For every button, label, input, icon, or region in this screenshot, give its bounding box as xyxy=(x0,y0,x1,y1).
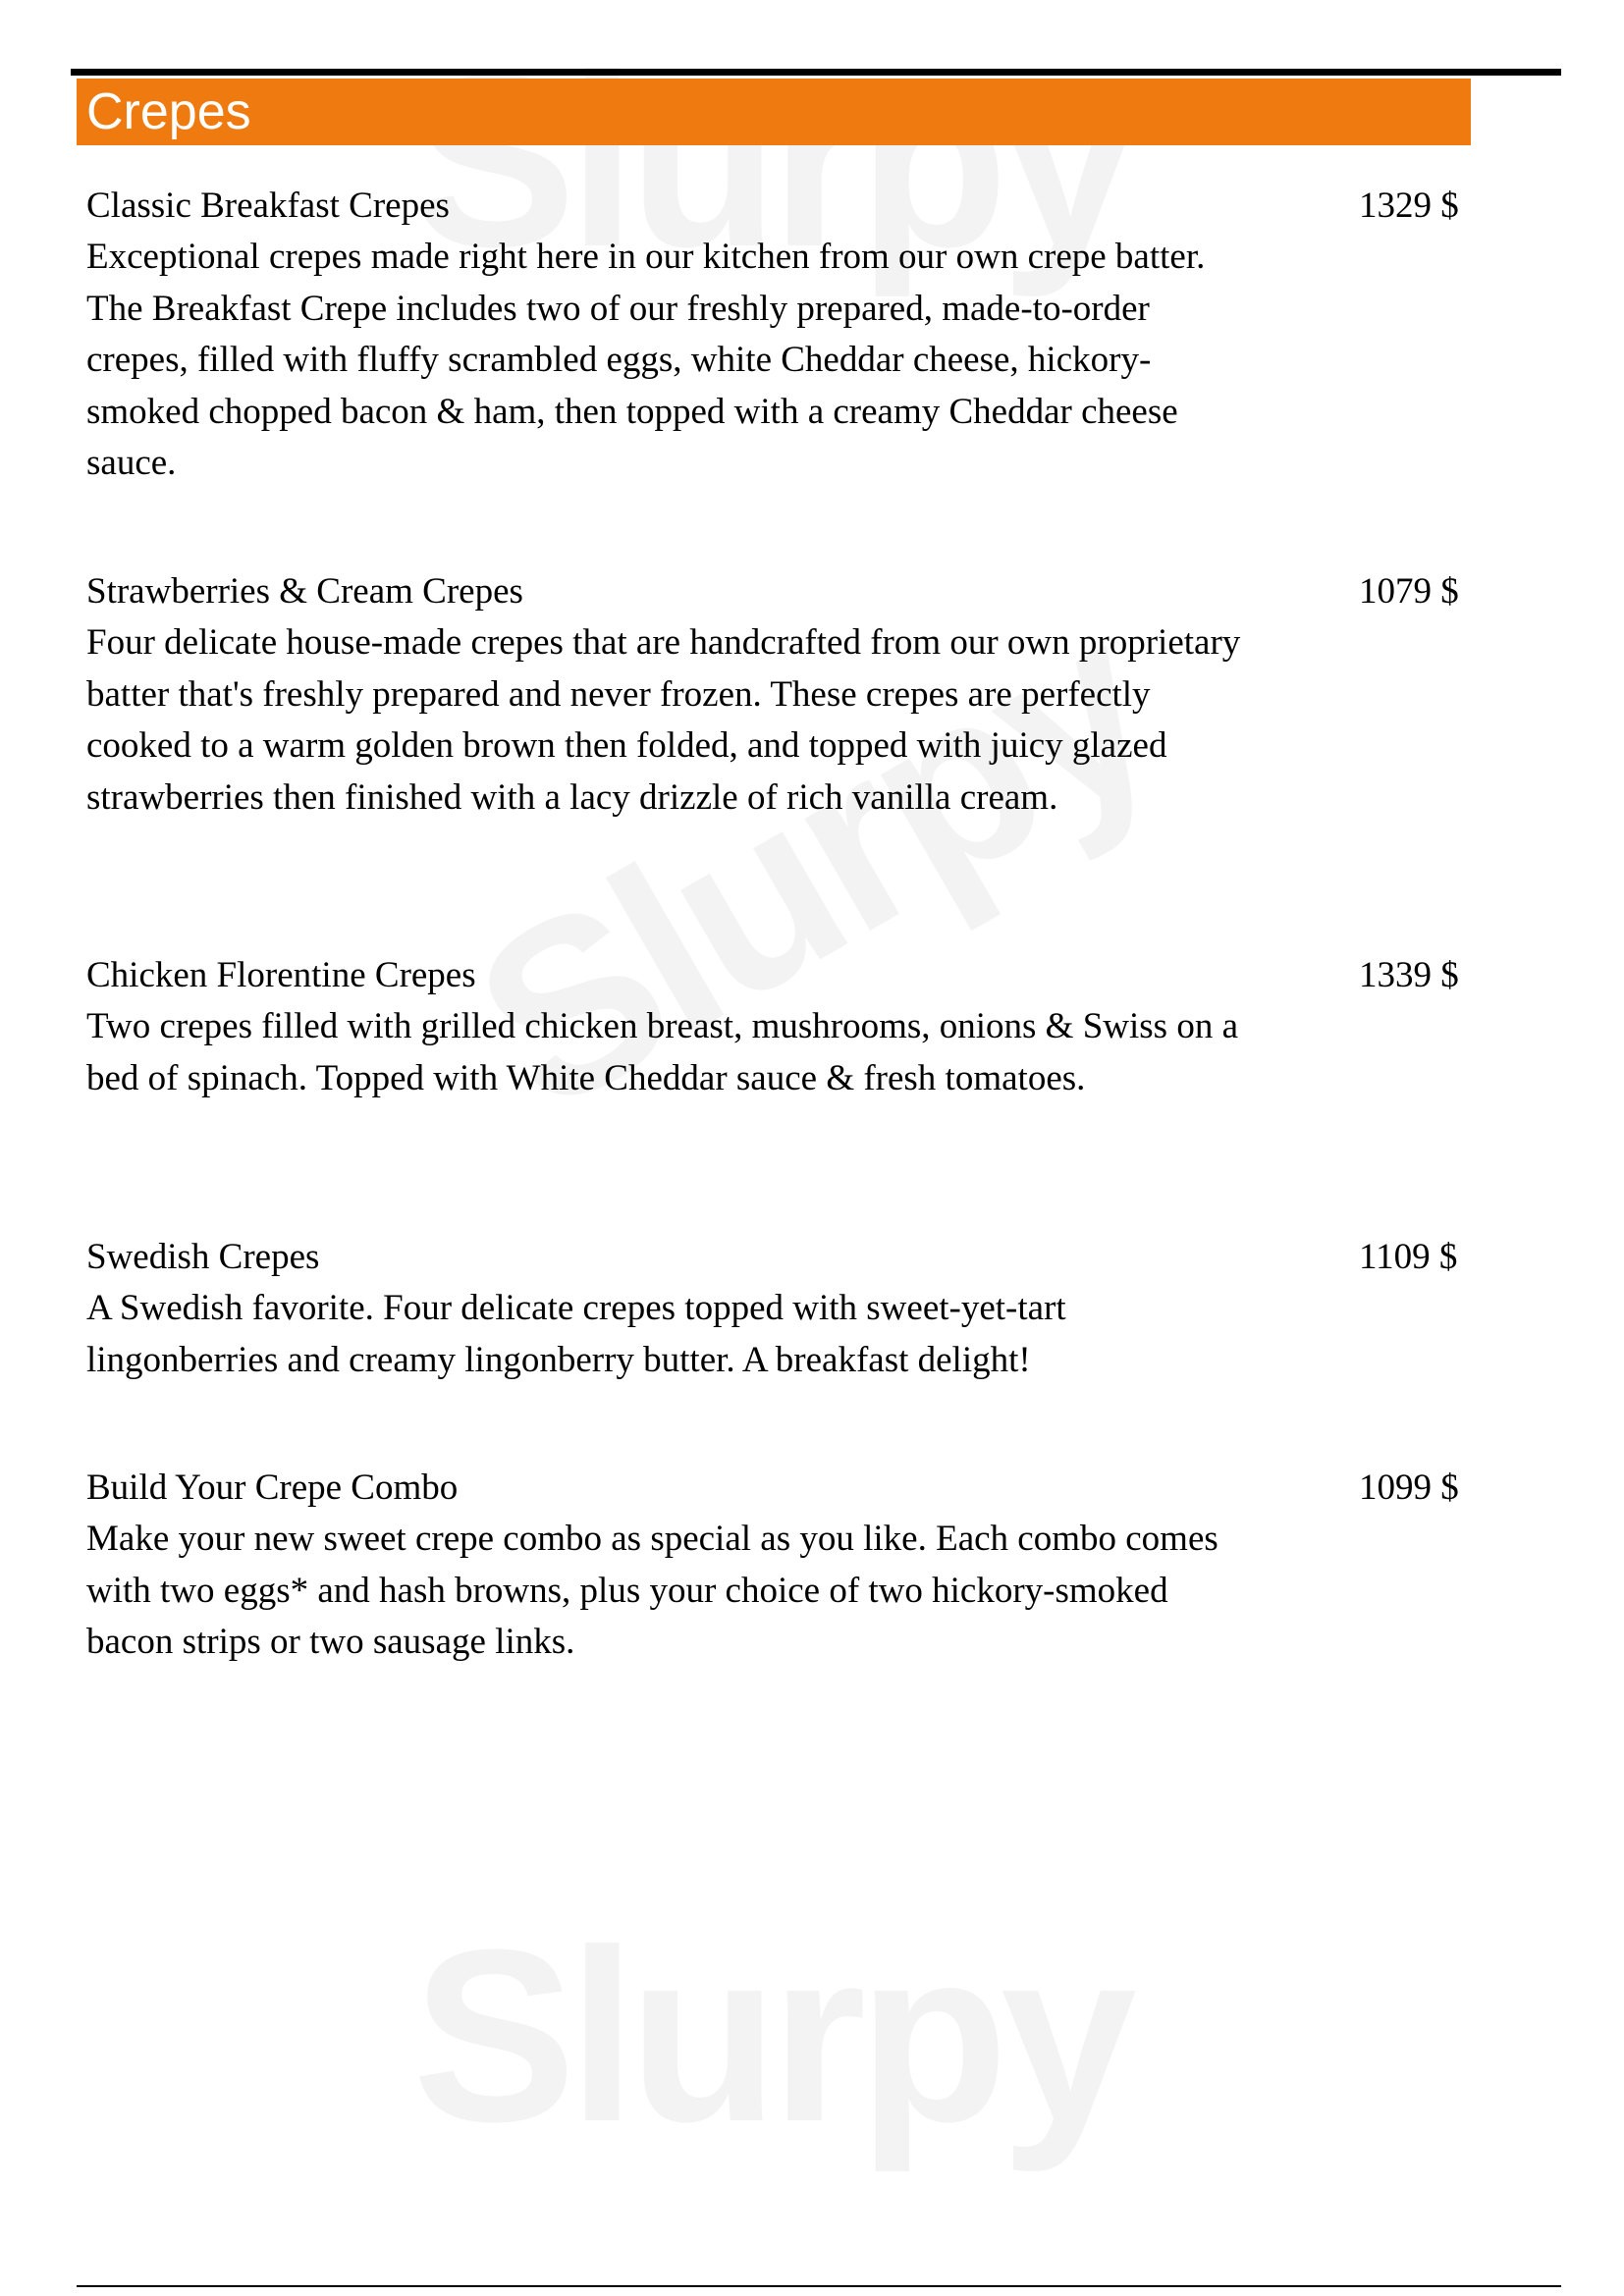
item-description: Make your new sweet crepe combo as special as you like. Each combo comes with two eggs* and hash browns, plus your choice of two hickory-smoked bacon strips or two sausage links. xyxy=(86,1519,1218,1662)
menu-item xyxy=(86,950,1459,1104)
menu-item xyxy=(86,1232,1458,1386)
item-description: A Swedish favorite. Four delicate crepes topped with sweet-yet-tart lingonberries and creamy lingonberry butter. A breakfast delight! xyxy=(86,1288,1066,1380)
top-divider xyxy=(71,69,1561,76)
item-name: Build Your Crepe Combo xyxy=(86,1468,459,1508)
menu-item xyxy=(86,181,1459,490)
item-description: Exceptional crepes made right here in our kitchen from our own crepe batter. The Breakfast Crepe includes two of our freshly prepared, made-to-order crepes, filled with fluffy scrambled eggs, white Cheddar cheese, hickory-smoked chopped bacon & ham, then topped with a creamy Cheddar cheese sauce. xyxy=(86,237,1206,483)
item-price: 1079 $ xyxy=(1359,571,1459,612)
item-name: Swedish Crepes xyxy=(86,1237,320,1277)
item-name: Chicken Florentine Crepes xyxy=(86,955,476,995)
item-name: Classic Breakfast Crepes xyxy=(86,186,450,226)
item-price: 1339 $ xyxy=(1359,955,1459,995)
item-description: Two crepes filled with grilled chicken breast, mushrooms, onions & Swiss on a bed of spinach. Topped with White Cheddar sauce & fresh tomatoes. xyxy=(86,1006,1238,1098)
item-name: Strawberries & Cream Crepes xyxy=(86,571,523,612)
item-price: 1329 $ xyxy=(1359,186,1459,226)
item-description: Four delicate house-made crepes that are handcrafted from our own proprietary batter that's freshly prepared and never frozen. These crepes are perfectly cooked to a warm golden brown then folded, and topped with juicy glazed strawberries then finished with a lacy drizzle of rich vanilla cream. xyxy=(86,622,1241,818)
section-header: Crepes xyxy=(77,79,1471,145)
item-price: 1099 $ xyxy=(1359,1468,1459,1508)
bottom-divider xyxy=(77,2285,1561,2287)
menu-item xyxy=(86,566,1459,824)
menu-item xyxy=(86,1463,1459,1669)
watermark-logo xyxy=(412,1895,1129,2176)
item-price: 1109 $ xyxy=(1359,1237,1458,1277)
